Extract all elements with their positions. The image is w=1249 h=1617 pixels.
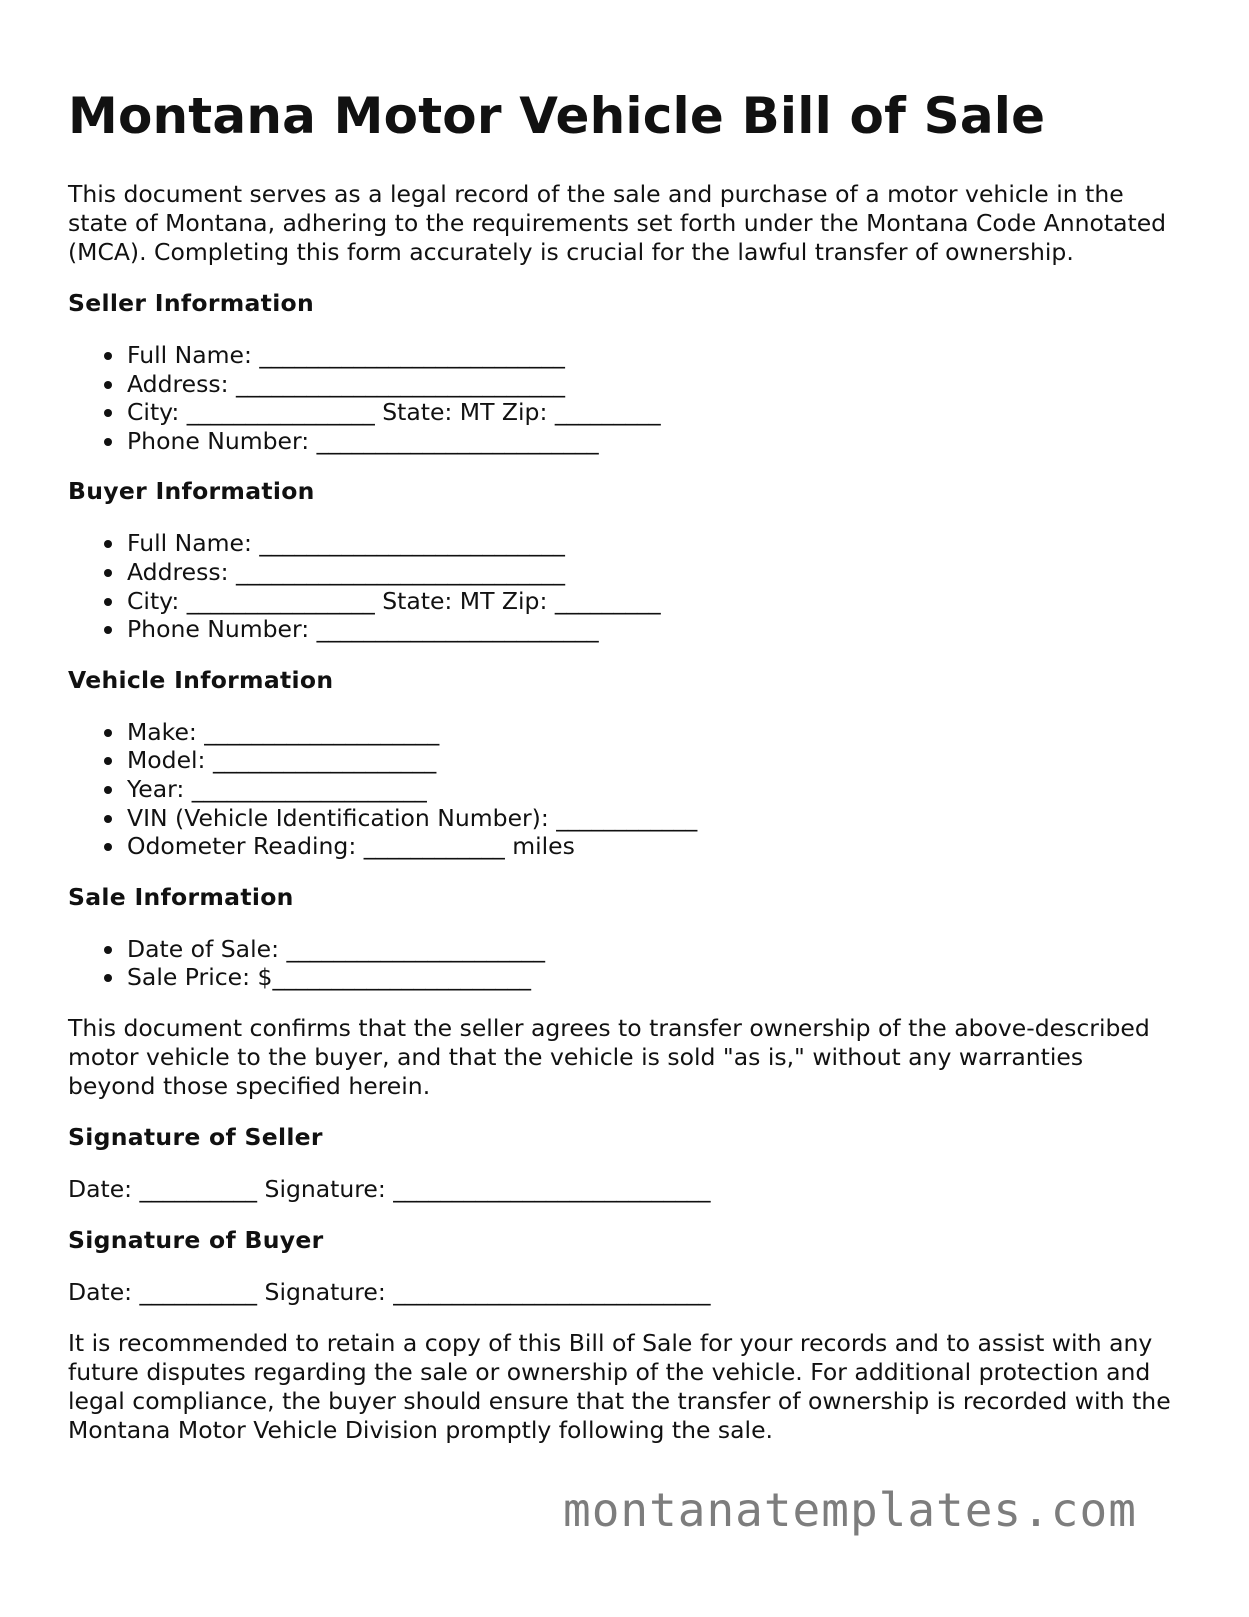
buyer-phone: Phone Number: ________________________ <box>127 615 1178 644</box>
buyer-heading: Buyer Information <box>68 477 315 506</box>
vehicle-list <box>68 718 1178 861</box>
seller-city-state-zip: City: ________________ State: MT Zip: _________ <box>127 398 1178 427</box>
vehicle-heading: Vehicle Information <box>68 665 334 694</box>
vehicle-make: Make: ____________________ <box>127 718 1178 747</box>
seller-address: Address: ____________________________ <box>127 370 1178 399</box>
seller-full-name: Full Name: __________________________ <box>127 341 1178 370</box>
seller-signature-line: Date: __________ Signature: ___________________________ <box>68 1174 711 1203</box>
vehicle-odometer: Odometer Reading: ____________ miles <box>127 832 1178 861</box>
seller-heading: Seller Information <box>68 289 315 317</box>
buyer-signature-heading: Signature of Buyer <box>68 1225 324 1254</box>
seller-phone: Phone Number: ________________________ <box>127 427 1178 456</box>
seller-list <box>68 341 1178 455</box>
buyer-list <box>68 529 1178 643</box>
buyer-full-name: Full Name: __________________________ <box>127 529 1178 558</box>
buyer-signature-line: Date: __________ Signature: ___________________________ <box>68 1277 711 1306</box>
document-page <box>68 84 1178 1467</box>
sale-list <box>68 935 1178 992</box>
closing-paragraph: It is recommended to retain a copy of this Bill of Sale for your records and to assist with any future disputes regarding the sale or ownership of the vehicle. For additional protection and legal compliance, the buyer should ensure that the transfer of ownership is recorded with the Montana Motor Vehicle Division promptly following the sale. <box>68 1328 1171 1444</box>
vehicle-year: Year: ____________________ <box>127 775 1178 804</box>
confirmation-paragraph: This document confirms that the seller agrees to transfer ownership of the above-described motor vehicle to the buyer, and that the vehicle is sold "as is," without any warranties beyond those specified herein. <box>68 1013 1150 1100</box>
buyer-address: Address: ____________________________ <box>127 558 1178 587</box>
seller-signature-heading: Signature of Seller <box>68 1122 323 1151</box>
intro-paragraph: This document serves as a legal record of the sale and purchase of a motor vehicle in the state of Montana, adhering to the requirements set forth under the Montana Code Annotated (MCA). Completing this form accurately is crucial for the lawful transfer of ownership. <box>68 180 1167 266</box>
vehicle-vin: VIN (Vehicle Identification Number): ____________ <box>127 804 1178 833</box>
sale-date: Date of Sale: ______________________ <box>127 935 1178 964</box>
site-watermark: montanatemplates.com <box>563 1483 1137 1537</box>
sale-price: Sale Price: $______________________ <box>127 963 1178 992</box>
sale-heading: Sale Information <box>68 882 294 911</box>
document-title: Montana Motor Vehicle Bill of Sale <box>68 87 1046 145</box>
vehicle-model: Model: ___________________ <box>127 746 1178 775</box>
buyer-city-state-zip: City: ________________ State: MT Zip: _________ <box>127 587 1178 616</box>
